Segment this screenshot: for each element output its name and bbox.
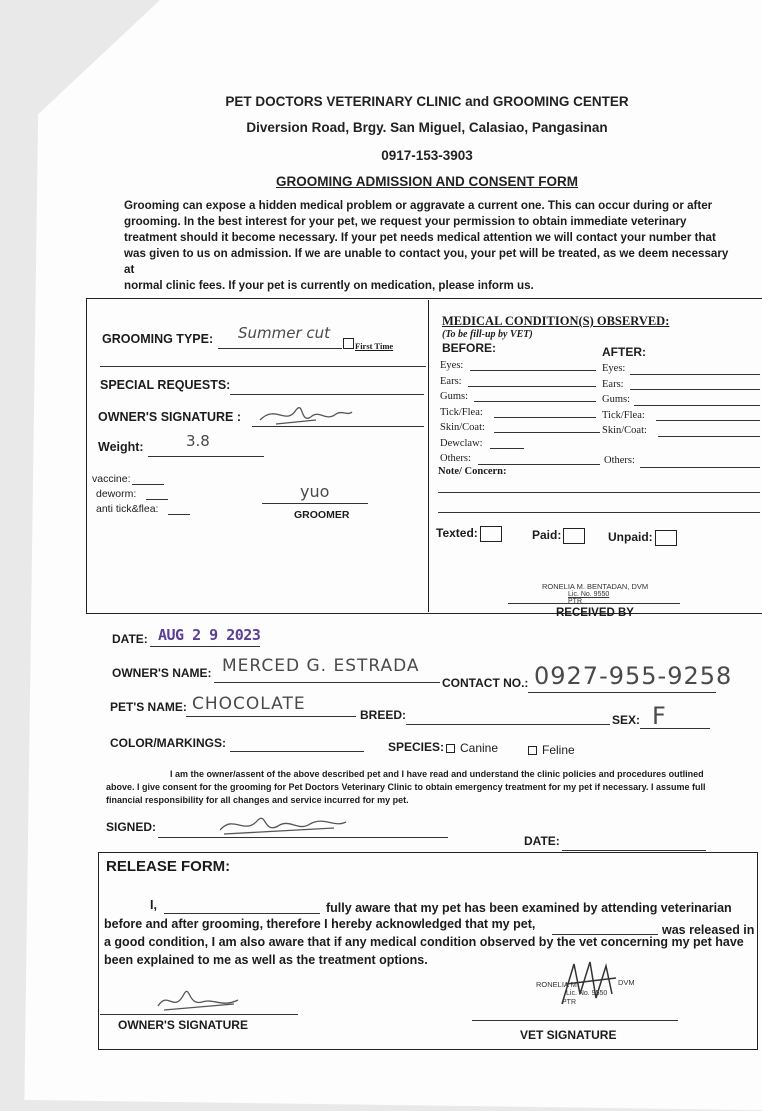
signed-signature-scribble [214,808,354,838]
pet-name-line[interactable] [186,716,356,717]
before-line-eyes[interactable] [470,370,596,371]
canine-option[interactable] [446,741,498,755]
pet-name-value: CHOCOLATE [192,694,306,714]
paid-checkbox[interactable] [563,528,585,544]
signed-label: SIGNED: [106,820,157,834]
breed-label: BREED: [360,708,407,722]
texted-field [436,526,502,542]
after-line-ears[interactable] [630,389,760,390]
clinic-phone: 0917-153-3903 [381,148,473,163]
owner-signature-label: OWNER'S SIGNATURE : [98,410,242,424]
note-label: Note/ Concern: [438,466,507,477]
vet-stamp-ptr: PTR [568,598,582,605]
received-by-line[interactable] [508,603,680,604]
grooming-extra-line [100,366,426,367]
vaccine-line[interactable] [132,484,164,485]
weight-label: Weight: [98,440,144,454]
sex-label: SEX: [612,713,641,727]
consent-line: above. I give consent for the grooming for Pet Doctors Veterinary Clinic to obtain emergency treatment for my pet if necessary. I assume full [106,782,706,792]
grooming-type-label: GROOMING TYPE: [102,332,214,346]
release-stamp-ptr: PTR [562,999,576,1006]
before-label: BEFORE: [442,341,496,355]
antitick-line[interactable] [168,514,190,515]
antitick-label: anti tick&flea: [96,503,159,515]
sex-line[interactable] [640,728,710,729]
before-line-tick[interactable] [494,417,596,418]
contact-value: 0927-955-9258 [534,662,733,690]
deworm-label: deworm: [96,488,137,500]
after-item-eyes: Eyes: [602,363,626,374]
texted-label: Texted: [436,526,478,541]
release-stamp-name: RONELIA M. [536,980,579,989]
release-line2-start: before and after grooming, therefore I hereby acknowledged that my pet, [104,917,536,931]
after-item-tick: Tick/Flea: [602,409,645,421]
contact-label: CONTACT NO.: [442,676,529,690]
after-line-others[interactable] [640,467,760,468]
vet-stamp-lic: Lic. No. 9550 [568,591,610,598]
breed-line[interactable] [406,724,610,725]
canine-checkbox[interactable] [446,744,455,753]
weight-value: 3.8 [186,432,210,450]
signed-date-label: DATE: [524,834,560,848]
weight-line[interactable] [148,456,264,457]
note-line-1[interactable] [438,492,760,493]
before-item-dewclaw: Dewclaw: [440,437,483,449]
special-requests-line[interactable] [230,394,424,395]
intro-line: grooming. In the best interest for your pet, we request your permission to obtain immediate veterinary [124,215,687,228]
after-line-eyes[interactable] [630,374,760,375]
release-owner-sig-label: OWNER'S SIGNATURE [118,1018,248,1032]
first-time-checkbox[interactable] [343,338,354,349]
color-markings-line[interactable] [230,751,364,752]
vaccine-label: vaccine: [92,473,131,485]
release-i-label: I, [150,898,157,912]
medical-title: MEDICAL CONDITION(S) OBSERVED: [442,314,670,328]
clinic-address: Diversion Road, Brgy. San Miguel, Calasiao, Pangasinan [246,120,608,135]
column-divider [428,300,429,612]
intro-line: was given to us on admission. If we are unable to contact you, your pet will be treated, as we deem necessary at [124,247,729,276]
consent-line: financial responsibility for all changes and service incurred for my pet. [106,795,409,805]
date-line[interactable] [150,646,260,647]
texted-checkbox[interactable] [480,526,502,542]
feline-label: Feline [542,743,575,757]
groomer-line[interactable] [262,503,368,504]
after-list [602,361,647,439]
medical-subtitle: (To be fill-up by VET) [442,329,533,340]
release-stamp-lic: Lic. No. 9550 [566,990,608,997]
after-line-skin[interactable] [658,436,760,437]
owner-name-label: OWNER'S NAME: [112,666,212,680]
release-name-line[interactable] [164,913,320,914]
release-line1: fully aware that my pet has been examined by attending veterinarian [326,901,732,915]
clinic-name: PET DOCTORS VETERINARY CLINIC and GROOMING CENTER [225,94,629,109]
owner-signature-release-line[interactable] [100,1014,298,1015]
after-item-skin: Skin/Coat: [602,425,647,436]
deworm-line[interactable] [146,499,168,500]
vet-signature-line[interactable] [472,1020,678,1021]
release-title: RELEASE FORM: [106,858,231,875]
after-line-tick[interactable] [656,420,760,421]
sex-value: F [652,702,666,730]
release-line2-end: was released in [662,923,755,937]
before-list [440,358,485,467]
form-title: GROOMING ADMISSION AND CONSENT FORM [276,174,578,189]
before-line-others[interactable] [478,464,600,465]
before-line-dewclaw[interactable] [490,448,524,449]
before-item-gums: Gums: [440,391,469,402]
release-vet-sig-label: VET SIGNATURE [520,1028,617,1042]
intro-paragraph [124,198,734,294]
after-item-gums: Gums: [602,394,631,405]
after-item-ears: Ears: [602,378,624,390]
date-label: DATE: [112,632,148,646]
unpaid-checkbox[interactable] [655,530,677,546]
release-line4: been explained to me as well as the treatment options. [104,953,428,967]
first-time-label: First Time [355,341,394,351]
signed-date-line[interactable] [562,850,706,851]
groomer-value: yuo [300,482,330,501]
date-stamp: AUG 2 9 2023 [158,626,261,644]
owner-name-line[interactable] [214,682,440,683]
after-item-others: Others: [604,455,635,466]
received-by-label: RECEIVED BY [556,607,634,619]
grooming-type-line [218,348,342,349]
vet-stamp-name: RONELIA M. BENTADAN, DVM [542,582,649,591]
consent-line: I am the owner/assent of the above described pet and I have read and understand the clinic policies and procedures outlined [170,769,704,779]
release-owner-signature-scribble [150,980,250,1016]
unpaid-field [608,530,677,546]
before-item-ears: Ears: [440,375,462,387]
after-label: AFTER: [602,345,646,359]
feline-checkbox[interactable] [528,746,537,755]
groomer-label: GROOMER [294,509,350,521]
canine-label: Canine [460,741,499,755]
before-line-skin[interactable] [494,432,600,433]
release-line3: a good condition, I am also aware that if any medical condition observed by the vet concerning my pet have [104,935,744,949]
owner-signature-scribble [256,396,356,432]
before-item-tick: Tick/Flea: [440,406,483,418]
paid-field [532,528,585,544]
before-item-skin: Skin/Coat: [440,422,485,433]
feline-option[interactable] [528,743,575,757]
special-requests-label: SPECIAL REQUESTS: [100,378,231,392]
intro-line: normal clinic fees. If your pet is currently on medication, please inform us. [124,279,534,292]
color-markings-label: COLOR/MARKINGS: [110,736,226,750]
intro-line: Grooming can expose a hidden medical problem or aggravate a current one. This can occur during or after [124,199,713,212]
before-item-eyes: Eyes: [440,360,464,371]
before-line-ears[interactable] [468,386,596,387]
intro-line: treatment should it become necessary. If your pet needs medical attention we will contact your number that [124,231,716,244]
vet-signature-scribble [556,954,626,1014]
owner-name-value: MERCED G. ESTRADA [222,656,420,676]
after-line-gums[interactable] [634,405,760,406]
note-line-2[interactable] [438,512,760,513]
unpaid-label: Unpaid: [608,530,653,545]
before-item-others: Others: [440,453,471,464]
grooming-type-value: Summer cut [238,324,331,342]
before-line-gums[interactable] [474,401,596,402]
release-stamp-dvm: DVM [618,978,635,987]
contact-line[interactable] [528,692,716,693]
pet-name-label: PET'S NAME: [110,700,187,714]
paid-label: Paid: [532,528,562,543]
consent-paragraph [106,768,736,807]
species-label: SPECIES: [388,740,445,754]
